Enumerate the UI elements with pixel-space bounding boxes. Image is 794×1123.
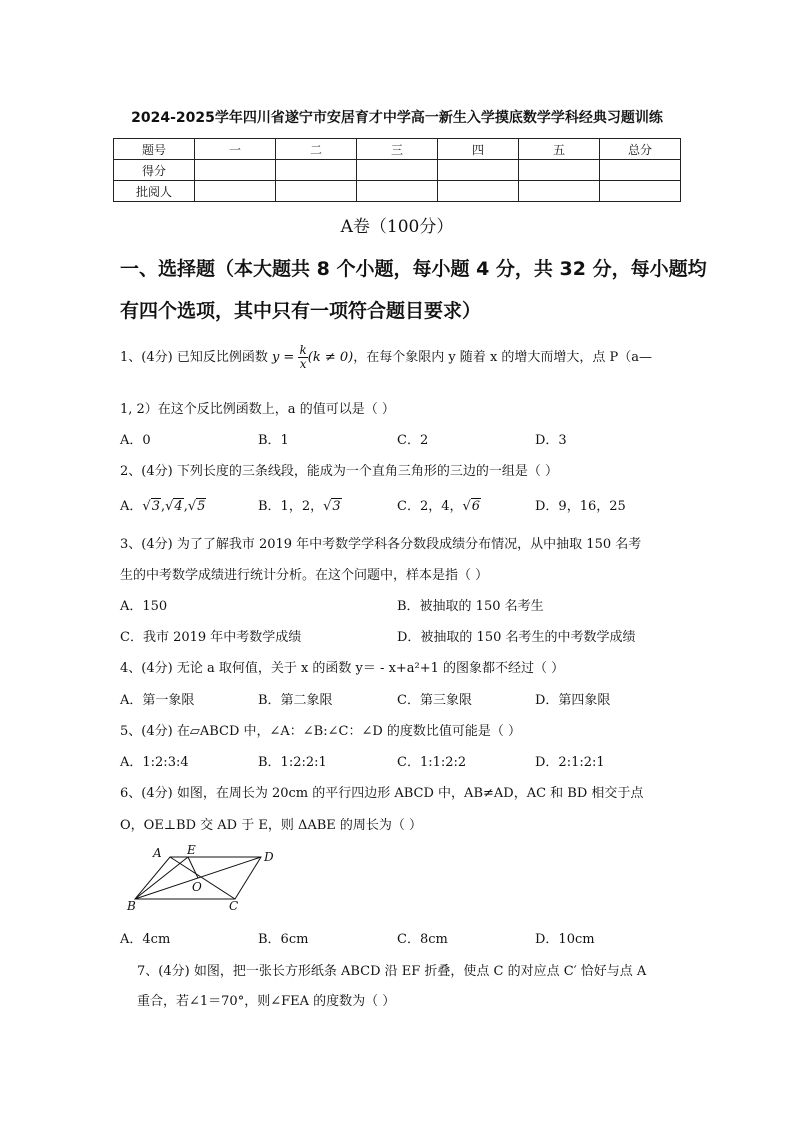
score-table-cell <box>195 181 276 202</box>
score-table <box>113 138 681 202</box>
score-table-cell <box>357 181 438 202</box>
part1-heading-line2: 有四个选项，其中只有一项符合题目要求） <box>120 300 482 322</box>
score-table-cell: 总分 <box>600 139 681 160</box>
q1-prefix: 1、(4分) 已知反比例函数 <box>120 350 272 365</box>
q2-a-radicand3: 5 <box>197 499 206 514</box>
label-a: A <box>153 846 162 860</box>
q2-a-radicand1: 3 <box>151 499 160 514</box>
score-table-cell: 五 <box>519 139 600 160</box>
q5-text: 5、(4分) 在▱ABCD 中，∠A：∠B:∠C：∠D 的度数比值可能是（ ） <box>120 724 522 739</box>
q5-option-a: A．1:2:3:4 <box>120 755 189 770</box>
score-table-cell: 二 <box>276 139 357 160</box>
q6-option-d: D．10cm <box>535 932 595 947</box>
q4-option-b: B．第二象限 <box>258 693 333 708</box>
score-table-cell <box>195 160 276 181</box>
q2-c-radicand: 6 <box>471 499 481 514</box>
q4-option-a: A．第一象限 <box>120 693 195 708</box>
section-a-title: A卷（100分） <box>340 217 454 237</box>
q2-option-b-label: B．1，2， <box>258 499 324 514</box>
q3-line1: 3、(4分) 为了了解我市 2019 年中考数学学科各分数段成绩分布情况，从中抽取 150 名考 <box>120 537 642 552</box>
document-title: 2024-2025学年四川省遂宁市安居育才中学高一新生入学摸底数学学科经典习题训练 <box>131 110 663 126</box>
q1-line2: 1, 2）在这个反比例函数上，a 的值可以是（ ） <box>120 402 395 417</box>
score-table-cell <box>276 181 357 202</box>
sqrt-symbol: √3 <box>323 499 341 514</box>
sqrt-symbol: √6 <box>462 499 481 514</box>
score-table-cell <box>438 160 519 181</box>
q1-mid: ，在每个象限内 y 随着 x 的增大而增大，点 P（a— <box>353 350 653 365</box>
sqrt-symbol: √4 <box>165 499 183 514</box>
q1-fraction <box>298 344 307 371</box>
q6-option-c: C．8cm <box>397 932 448 947</box>
score-table-header-row <box>114 139 681 160</box>
q6-option-b: B．6cm <box>258 932 309 947</box>
score-table-row <box>114 160 681 181</box>
segment-eo <box>188 857 198 878</box>
q7-line2: 重合，若∠1＝70°，则∠FEA 的度数为（ ） <box>137 994 396 1009</box>
q1-line1 <box>120 344 652 371</box>
q5-option-c: C．1:1:2:2 <box>397 755 467 770</box>
score-table-cell <box>600 181 681 202</box>
q4-text: 4、(4分) 无论 a 取何值，关于 x 的函数 y＝ - x+a²+1 的图象都不经过（ ） <box>120 661 565 676</box>
q2-option-a: A．√3,√4,√5 <box>120 499 206 514</box>
q5-option-d: D．2:1:2:1 <box>535 755 605 770</box>
score-table-cell: 题号 <box>114 139 195 160</box>
q2-b-radicand: 3 <box>332 499 341 514</box>
score-table-cell: 四 <box>438 139 519 160</box>
sqrt-symbol: √5 <box>187 499 206 514</box>
q2-option-d: D．9，16，25 <box>535 499 626 514</box>
q2-option-b <box>258 495 342 514</box>
q1-option-a: A．0 <box>120 433 151 448</box>
q2-option-a-label: A． <box>120 499 143 514</box>
score-table-cell <box>519 181 600 202</box>
parallelogram-figure <box>125 845 285 915</box>
segment-be <box>135 857 188 899</box>
label-e: E <box>187 845 196 857</box>
q4-option-c: C．第三象限 <box>397 693 472 708</box>
q1-cond: (k ≠ 0) <box>307 350 354 365</box>
q2-text: 2、(4分) 下列长度的三条线段，能成为一个直角三角形的三边的一组是（ ） <box>120 464 558 479</box>
q1-eq: y = <box>271 350 295 365</box>
q1-option-c: C．2 <box>397 433 429 448</box>
score-table-cell <box>600 160 681 181</box>
q5-option-b: B．1:2:2:1 <box>258 755 327 770</box>
score-table-cell <box>276 160 357 181</box>
q6-option-a: A．4cm <box>120 932 171 947</box>
q2-a-radicand2: 4 <box>174 499 183 514</box>
q3-line2: 生的中考数学成绩进行统计分析。在这个问题中，样本是指（ ） <box>120 568 489 583</box>
score-table-row <box>114 181 681 202</box>
q4-option-d: D．第四象限 <box>535 693 611 708</box>
q3-option-a: A．150 <box>120 599 168 614</box>
score-table-cell <box>519 160 600 181</box>
q1-frac-num: k <box>299 343 307 357</box>
label-o: O <box>192 880 202 894</box>
label-b: B <box>127 899 136 913</box>
score-table-cell: 得分 <box>114 160 195 181</box>
score-table-cell: 三 <box>357 139 438 160</box>
q2-option-c <box>397 495 481 514</box>
score-table-cell <box>357 160 438 181</box>
q6-line1: 6、(4分) 如图，在周长为 20cm 的平行四边形 ABCD 中，AB≠AD，AC 和 BD 相交于点 <box>120 786 644 801</box>
label-c: C <box>229 899 239 913</box>
sqrt-symbol: √3 <box>142 499 160 514</box>
q3-option-d: D．被抽取的 150 名考生的中考数学成绩 <box>397 630 636 645</box>
part1-heading-line1: 一、选择题（本大题共 8 个小题，每小题 4 分，共 32 分，每小题均 <box>120 258 707 280</box>
q6-line2: O，OE⊥BD 交 AD 于 E，则 ΔABE 的周长为（ ） <box>120 818 423 833</box>
q1-option-b: B．1 <box>258 433 289 448</box>
q1-frac-den: x <box>299 357 307 371</box>
q1-option-d: D．3 <box>535 433 567 448</box>
score-table-cell: 批阅人 <box>114 181 195 202</box>
q2-option-c-label: C．2，4， <box>397 499 463 514</box>
score-table-cell <box>438 181 519 202</box>
q7-line1: 7、(4分) 如图，把一张长方形纸条 ABCD 沿 EF 折叠，使点 C 的对应点 C′ 恰好与点 A <box>137 964 647 979</box>
q3-option-c: C．我市 2019 年中考数学成绩 <box>120 630 302 645</box>
score-table-cell: 一 <box>195 139 276 160</box>
q3-option-b: B．被抽取的 150 名考生 <box>397 599 544 614</box>
label-d: D <box>264 850 274 864</box>
